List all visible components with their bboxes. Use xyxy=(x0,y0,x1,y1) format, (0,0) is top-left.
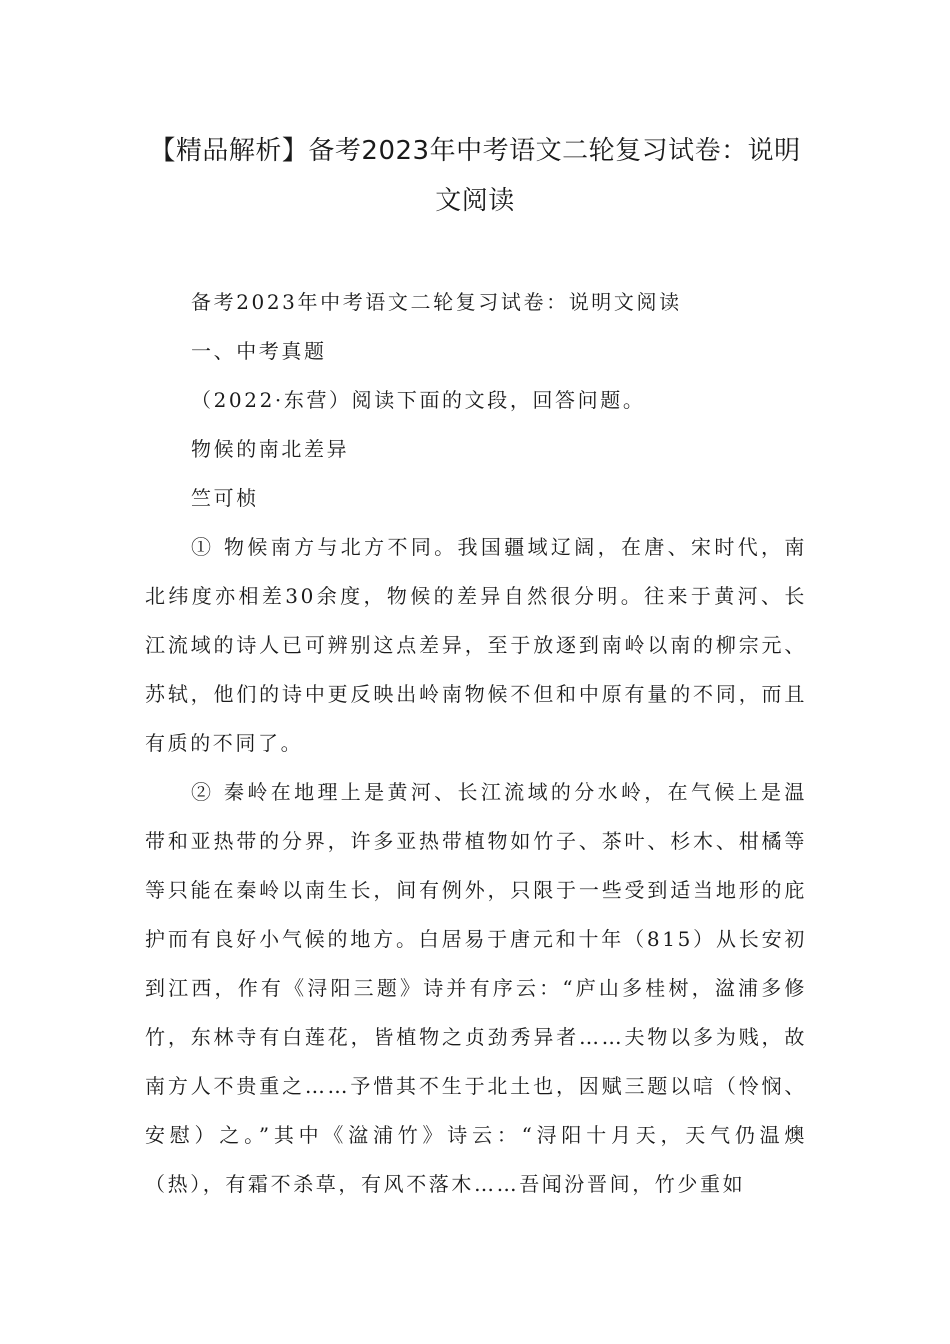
subtitle-line: 备考2023年中考语文二轮复习试卷：说明文阅读 xyxy=(191,290,682,314)
paragraph-1: ① 物候南方与北方不同。我国疆域辽阔，在唐、宋时代，南北纬度亦相差30余度，物候的差异自然很分明。往来于黄河、长江流域的诗人已可辨别这点差异，至于放逐到南岭以南的柳宗元、苏轼，他们的诗中更反映出岭南物候不但和中原有量的不同，而且有质的不同了。 xyxy=(145,535,807,755)
question-source: （2022·东营）阅读下面的文段，回答问题。 xyxy=(191,388,646,412)
document-body xyxy=(145,278,807,1209)
article-title: 物候的南北差异 xyxy=(191,437,350,461)
section-heading: 一、中考真题 xyxy=(191,339,327,363)
article-author: 竺可桢 xyxy=(191,486,259,510)
document-title: 【精品解析】备考2023年中考语文二轮复习试卷：说明文阅读 xyxy=(149,136,801,216)
paragraph-2: ② 秦岭在地理上是黄河、长江流域的分水岭，在气候上是温带和亚热带的分界，许多亚热带植物如竹子、茶叶、杉木、柑橘等等只能在秦岭以南生长，间有例外，只限于一些受到适当地形的庇护而有良好小气候的地方。白居易于唐元和十年（815）从长安初到江西，作有《浔阳三题》诗并有序云：“庐山多桂树，湓浦多修竹，东林寺有白莲花，皆植物之贞劲秀异者……夫物以多为贱，故南方人不贵重之……予惜其不生于北土也，因赋三题以唁（怜悯、安慰）之。”其中《湓浦竹》诗云：“浔阳十月天，天气仍温燠（热），有霜不杀草，有风不落木……吾闻汾晋间，竹少重如 xyxy=(145,780,807,1196)
